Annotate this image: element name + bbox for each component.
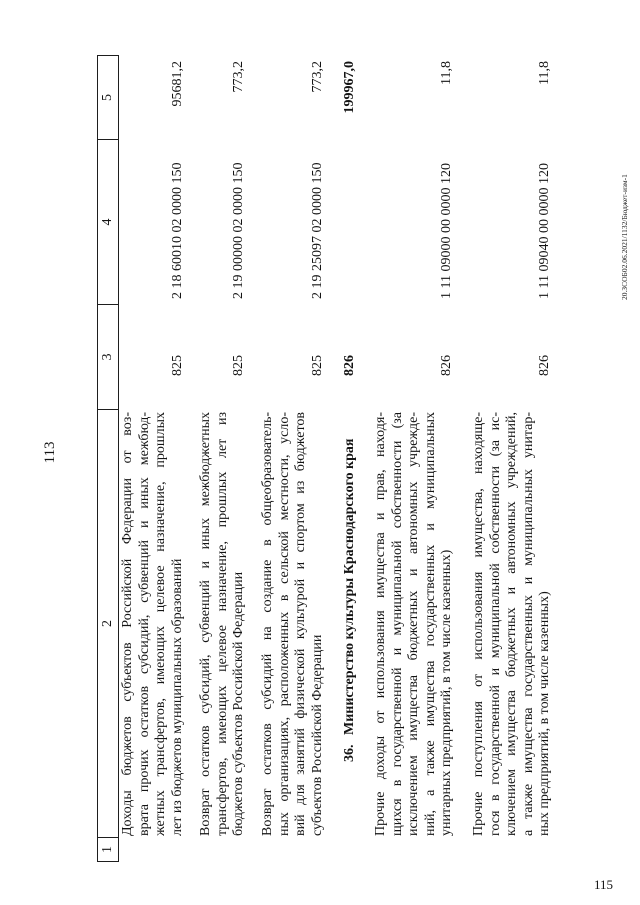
table-row: [198, 55, 248, 862]
description-line: исключением имущества бюджетных и автономных учрежде-: [406, 412, 421, 836]
description-line: врата прочих остатков субсидий, субвенций и иных межбюд-: [136, 412, 152, 836]
amount: 773,2: [231, 61, 246, 93]
table-row: [471, 55, 554, 862]
description-line: а также имущества государственных и муниципальных унитар-: [520, 412, 536, 836]
table-row: [373, 55, 456, 862]
description-line: бюджетов субъектов Российской Федерации: [231, 571, 246, 836]
amount: 11,8: [439, 61, 454, 85]
chapter-code: 826: [537, 355, 552, 376]
budget-classification-code: 1 11 09000 00 0000 120: [439, 163, 454, 299]
budget-classification-code: 2 18 60010 02 0000 150: [169, 162, 185, 299]
row-description: [471, 410, 554, 838]
row-number-cell: [471, 838, 554, 862]
row-number-cell: [260, 838, 326, 862]
header-cell-2: 2: [97, 410, 119, 838]
description-line: Возврат остатков субсидий, субвенций и иных межбюджетных: [198, 412, 213, 836]
description-line: ных организациях, расположенных в сельской местности, усло-: [276, 412, 292, 836]
table-row: [120, 55, 186, 862]
row-number-cell: [198, 838, 248, 862]
chapter-code: 826: [439, 355, 454, 376]
section-title: Министерство культуры Краснодарского края: [342, 438, 357, 735]
page-number: 113: [42, 441, 58, 464]
row-description: [260, 410, 326, 838]
description-line: лет из бюджетов муниципальных образований: [169, 558, 185, 836]
budget-classification-code: 2 19 25097 02 0000 150: [309, 162, 325, 299]
description-line: трансфертов, имеющих целевое назначение, прошлых лет из: [214, 412, 230, 836]
budget-classification-code: 2 19 00000 02 0000 150: [231, 162, 246, 299]
row-number-cell: [120, 838, 186, 862]
chapter-code: 825: [169, 355, 185, 376]
description-line: гося в государственной и муниципальной собственности (за ис-: [487, 412, 503, 836]
amount: 11,8: [537, 61, 552, 85]
description-line: Прочие доходы от использования имущества и прав, находя-: [373, 412, 388, 836]
section-number: 36.: [342, 744, 357, 762]
row-number-cell: [373, 838, 456, 862]
section-chapter-code: 826: [342, 355, 357, 376]
description-line: ний, а также имущества государственных и муниципальных: [422, 412, 438, 836]
header-cell-1: 1: [97, 838, 119, 862]
table-row: [260, 55, 326, 862]
description-line: вий для занятий физической культурой и спортом из бюджетов: [293, 412, 308, 836]
chapter-code: 825: [231, 355, 246, 376]
row-description: [198, 410, 248, 838]
description-line: ключением имущества бюджетных и автономных учреждений,: [504, 412, 519, 836]
amount: 773,2: [309, 61, 325, 93]
description-line: щихся в государственной и муниципальной собственности (за: [389, 412, 405, 836]
header-cell-5: 5: [97, 55, 119, 140]
description-line: Возврат остатков субсидий на создание в общеобразователь-: [260, 412, 275, 836]
document-page-number: 115: [594, 877, 614, 892]
section-amount: 199967,0: [342, 61, 357, 114]
description-line: унитарных предприятий, в том числе казенных): [439, 549, 454, 836]
description-line: жетных трансфертов, имеющих целевое назначение, прошлых: [153, 412, 168, 836]
budget-classification-code: 1 11 09040 00 0000 120: [537, 163, 552, 299]
row-description: [120, 410, 186, 838]
description-line: Доходы бюджетов субъектов Российской Федерации от воз-: [120, 412, 135, 836]
footer-file-code: 20.ЗСОБ02.06.2021/1132/Бюджет-изм-1: [620, 174, 629, 300]
section-heading-row: [342, 55, 359, 862]
row-description: [373, 410, 456, 838]
chapter-code: 825: [309, 355, 325, 376]
header-cell-4: 4: [97, 140, 119, 305]
amount: 95681,2: [169, 61, 185, 107]
description-line: Прочие поступления от использования имущества, находяще-: [471, 412, 486, 836]
description-line: субъектов Российской Федерации: [309, 634, 325, 836]
description-line: ных предприятий, в том числе казенных): [537, 591, 552, 836]
header-cell-3: 3: [97, 305, 119, 410]
section-heading: [342, 410, 359, 838]
row-number-cell: [342, 838, 359, 862]
table-header: [97, 55, 119, 862]
